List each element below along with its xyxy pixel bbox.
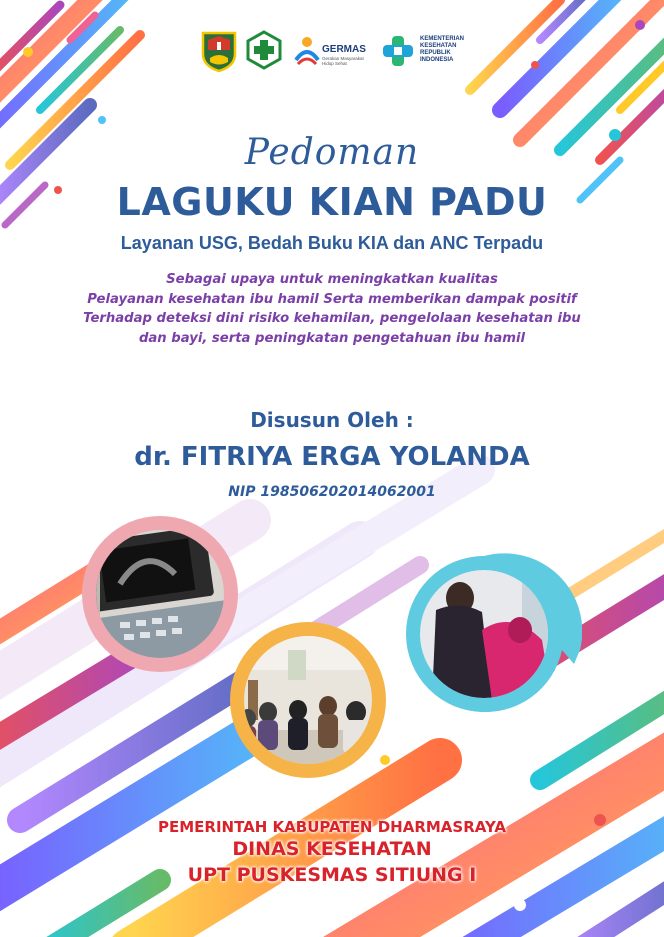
germas-tagline: Gerakan Masyarakat Hidup Sehat (322, 56, 364, 66)
subtitle: Layanan USG, Bedah Buku KIA dan ANC Terpadu (120, 233, 544, 253)
examination-photo (402, 550, 582, 720)
footer-department: DINAS KESEHATAN (232, 838, 432, 860)
author-name: dr. FITRIYA ERGA YOLANDA (134, 442, 530, 472)
description-line: dan bayi, serta peningkatan pengetahuan ibu hamil (138, 330, 526, 346)
germas-logo-icon (292, 36, 322, 68)
waiting-room-photo (228, 620, 388, 780)
kabupaten-dharmasraya-emblem-icon (200, 30, 238, 72)
kementerian-kesehatan-logo-icon (380, 34, 416, 68)
description-line: Sebagai upaya untuk meningkatkan kualitas (166, 272, 498, 287)
main-title: LAGUKU KIAN PADU (116, 180, 548, 224)
description-line: Pelayanan kesehatan ibu hamil Serta memberikan dampak positif (87, 291, 577, 307)
footer-puskesmas: UPT PUSKESMAS SITIUNG I (187, 864, 477, 886)
usg-machine-photo (80, 514, 240, 674)
description (0, 270, 664, 348)
description-line: Terhadap deteksi dini risiko kehamilan, pengelolaan kesehatan ibu (83, 311, 581, 326)
kemenkes-label: KEMENTERIAN KESEHATAN REPUBLIK INDONESIA (420, 36, 465, 63)
author-nip: NIP 198506202014062001 (228, 484, 436, 500)
author-label: Disusun Oleh : (250, 408, 414, 432)
script-title: Pedoman (244, 132, 420, 173)
puskesmas-cross-icon (244, 30, 284, 70)
footer-government: PEMERINTAH KABUPATEN DHARMASRAYA (158, 818, 506, 836)
germas-label: GERMAS (322, 44, 366, 55)
